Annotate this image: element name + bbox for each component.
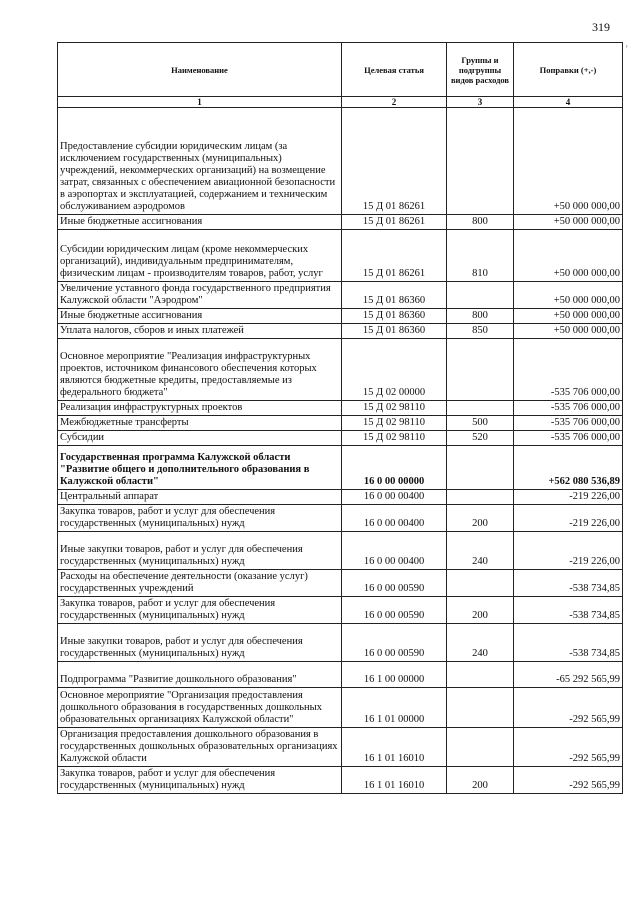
table-row [58, 728, 623, 767]
row-amount: +50 000 000,00 [514, 282, 623, 309]
row-group-code [447, 401, 514, 416]
row-target-code: 16 0 00 00400 [342, 505, 447, 532]
row-amount: -292 565,99 [514, 688, 623, 728]
row-target-code: 15 Д 02 00000 [342, 339, 447, 401]
row-amount: -535 706 000,00 [514, 416, 623, 431]
column-number: 3 [447, 97, 514, 108]
row-amount: -292 565,99 [514, 767, 623, 794]
header-groups: Группы и подгруппы видов расходов [447, 43, 514, 97]
table-row [58, 767, 623, 794]
row-group-code: 200 [447, 597, 514, 624]
row-group-code: 520 [447, 431, 514, 446]
row-amount: +50 000 000,00 [514, 309, 623, 324]
row-group-code [447, 662, 514, 688]
row-name: Иные бюджетные ассигнования [58, 215, 342, 230]
column-number: 1 [58, 97, 342, 108]
row-group-code: 800 [447, 215, 514, 230]
row-name: Иные закупки товаров, работ и услуг для обеспечения государственных (муниципальных) нужд [58, 532, 342, 570]
header-amendments: Поправки (+,-) [514, 43, 623, 97]
row-group-code: 200 [447, 505, 514, 532]
row-name: Реализация инфраструктурных проектов [58, 401, 342, 416]
row-group-code: 240 [447, 532, 514, 570]
row-target-code: 15 Д 02 98110 [342, 401, 447, 416]
row-target-code: 16 0 00 00590 [342, 570, 447, 597]
table-row [58, 339, 623, 401]
table-row [58, 662, 623, 688]
table-row [58, 230, 623, 282]
row-group-code: 500 [447, 416, 514, 431]
row-group-code: 850 [447, 324, 514, 339]
table-row [58, 431, 623, 446]
row-target-code: 16 1 01 16010 [342, 728, 447, 767]
row-amount: +50 000 000,00 [514, 108, 623, 215]
row-name: Основное мероприятие "Организация предоставления дошкольного образования в государственных дошкольных образовательных организациях Калужской области" [58, 688, 342, 728]
row-group-code: 200 [447, 767, 514, 794]
row-name: Расходы на обеспечение деятельности (оказание услуг) государственных учреждений [58, 570, 342, 597]
table-row [58, 446, 623, 490]
table-row [58, 324, 623, 339]
row-amount: -535 706 000,00 [514, 401, 623, 416]
row-target-code: 16 1 00 00000 [342, 662, 447, 688]
table-row [58, 416, 623, 431]
row-name: Предоставление субсидии юридическим лицам (за исключением государственных (муниципальных) учреждений, некоммерческих организаций) на возмещение затрат, связанных с обеспечением авиационной безопасности в аэропортах и эксплуатацией, содержанием и техническим обслуживанием аэродромов [58, 108, 342, 215]
table-row [58, 532, 623, 570]
table-row [58, 570, 623, 597]
table-row [58, 215, 623, 230]
table-row [58, 490, 623, 505]
row-group-code: 810 [447, 230, 514, 282]
budget-table [57, 42, 623, 794]
row-target-code: 16 0 00 00590 [342, 597, 447, 624]
row-group-code [447, 728, 514, 767]
row-group-code [447, 108, 514, 215]
row-target-code: 15 Д 01 86360 [342, 324, 447, 339]
row-amount: -219 226,00 [514, 532, 623, 570]
row-target-code: 16 1 01 16010 [342, 767, 447, 794]
row-group-code: 800 [447, 309, 514, 324]
table-row [58, 505, 623, 532]
table-row [58, 108, 623, 215]
row-name: Организация предоставления дошкольного образования в государственных дошкольных образовательных организациях Калужской области [58, 728, 342, 767]
page-number: 319 [592, 20, 610, 34]
row-name: Центральный аппарат [58, 490, 342, 505]
row-name: Закупка товаров, работ и услуг для обеспечения государственных (муниципальных) нужд [58, 597, 342, 624]
row-target-code: 15 Д 01 86261 [342, 108, 447, 215]
table-row [58, 624, 623, 662]
row-name: Подпрограмма "Развитие дошкольного образования" [58, 662, 342, 688]
row-target-code: 15 Д 01 86261 [342, 230, 447, 282]
row-amount: -219 226,00 [514, 490, 623, 505]
row-amount: +50 000 000,00 [514, 215, 623, 230]
row-group-code: 240 [447, 624, 514, 662]
column-number: 4 [514, 97, 623, 108]
row-name: Закупка товаров, работ и услуг для обеспечения государственных (муниципальных) нужд [58, 505, 342, 532]
row-name: Уплата налогов, сборов и иных платежей [58, 324, 342, 339]
table-row [58, 282, 623, 309]
table-row [58, 688, 623, 728]
row-group-code [447, 570, 514, 597]
row-name: Субсидии юридическим лицам (кроме некоммерческих организаций), индивидуальным предпринимателям, физическим лицам - производителям товаров, работ, услуг [58, 230, 342, 282]
table-row [58, 597, 623, 624]
row-target-code: 16 0 00 00400 [342, 532, 447, 570]
row-amount: -65 292 565,99 [514, 662, 623, 688]
row-amount: +562 080 536,89 [514, 446, 623, 490]
row-group-code [447, 490, 514, 505]
header-row [58, 43, 623, 97]
table-row [58, 401, 623, 416]
column-number-row [58, 97, 623, 108]
row-name: Межбюджетные трансферты [58, 416, 342, 431]
row-name: Иные бюджетные ассигнования [58, 309, 342, 324]
row-amount: +50 000 000,00 [514, 324, 623, 339]
row-target-code: 16 1 01 00000 [342, 688, 447, 728]
row-target-code: 15 Д 01 86261 [342, 215, 447, 230]
row-name: Увеличение уставного фонда государственного предприятия Калужской области "Аэродром" [58, 282, 342, 309]
table-row [58, 309, 623, 324]
row-name: Иные закупки товаров, работ и услуг для обеспечения государственных (муниципальных) нужд [58, 624, 342, 662]
row-target-code: 15 Д 01 86360 [342, 282, 447, 309]
row-amount: +50 000 000,00 [514, 230, 623, 282]
row-amount: -535 706 000,00 [514, 431, 623, 446]
row-amount: -538 734,85 [514, 624, 623, 662]
row-name: Субсидии [58, 431, 342, 446]
row-target-code: 16 0 00 00590 [342, 624, 447, 662]
row-target-code: 15 Д 02 98110 [342, 416, 447, 431]
margin-mark: ' [626, 44, 628, 54]
row-amount: -538 734,85 [514, 597, 623, 624]
column-number: 2 [342, 97, 447, 108]
row-amount: -535 706 000,00 [514, 339, 623, 401]
row-name: Закупка товаров, работ и услуг для обеспечения государственных (муниципальных) нужд [58, 767, 342, 794]
row-amount: -219 226,00 [514, 505, 623, 532]
row-target-code: 15 Д 01 86360 [342, 309, 447, 324]
row-name: Государственная программа Калужской области "Развитие общего и дополнительного образования в Калужской области" [58, 446, 342, 490]
row-amount: -538 734,85 [514, 570, 623, 597]
row-group-code [447, 446, 514, 490]
header-target: Целевая статья [342, 43, 447, 97]
row-target-code: 15 Д 02 98110 [342, 431, 447, 446]
row-name: Основное мероприятие "Реализация инфраструктурных проектов, источником финансового обеспечения которых являются бюджетные кредиты, предоставляемые из федерального бюджета" [58, 339, 342, 401]
row-group-code [447, 688, 514, 728]
row-group-code [447, 282, 514, 309]
row-amount: -292 565,99 [514, 728, 623, 767]
header-name: Наименование [58, 43, 342, 97]
row-target-code: 16 0 00 00400 [342, 490, 447, 505]
row-target-code: 16 0 00 00000 [342, 446, 447, 490]
row-group-code [447, 339, 514, 401]
